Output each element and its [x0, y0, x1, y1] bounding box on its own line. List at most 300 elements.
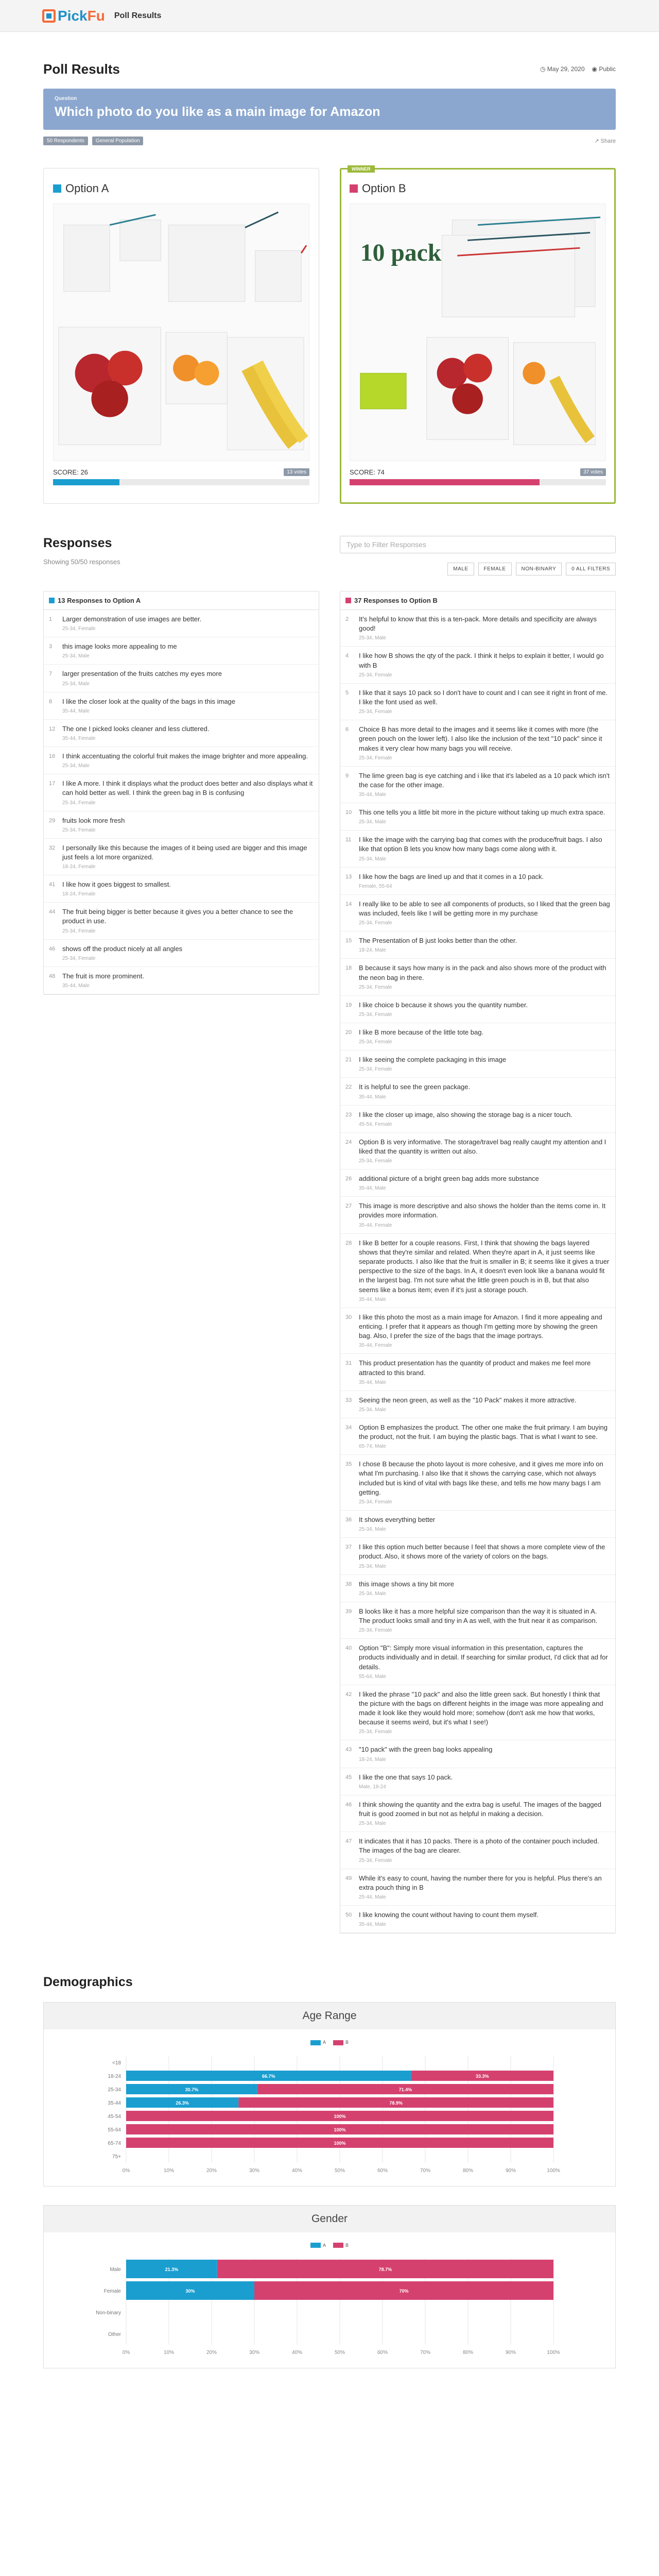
- response-item: [340, 1455, 615, 1511]
- response-number: 1: [49, 616, 53, 622]
- response-item: [340, 684, 615, 720]
- pickfu-logo[interactable]: [42, 8, 105, 24]
- response-text: This image is more descriptive and also shows the holder than the items come in. It provides more information.: [359, 1202, 606, 1219]
- category-label: 35-44: [108, 2100, 121, 2106]
- response-number: 48: [49, 973, 56, 979]
- question-label: Question: [55, 96, 77, 101]
- response-text: this image shows a tiny bit more: [359, 1580, 454, 1588]
- x-tick-label: 90%: [505, 2350, 516, 2356]
- response-number: 5: [345, 689, 349, 696]
- option-b-photo-illustration: [350, 204, 605, 461]
- category-label: 45-54: [108, 2113, 121, 2120]
- x-tick-label: 40%: [291, 2167, 303, 2174]
- eye-icon: ◉: [592, 65, 599, 73]
- response-text: I like A more. I think it displays what the product does better and also displays what it can hold better as well. I think the green bag in B is confusing: [62, 779, 313, 797]
- response-number: 32: [49, 844, 56, 851]
- visibility-label: ◉ Public: [592, 65, 616, 73]
- bar-b-label: 100%: [334, 2127, 346, 2132]
- response-number: 24: [345, 1139, 352, 1145]
- x-tick-label: 60%: [377, 2167, 388, 2174]
- response-demographic: 35-44, Male: [359, 1296, 386, 1302]
- option-a-list-icon: [49, 598, 55, 603]
- response-demographic: 18-24, Female: [62, 864, 96, 870]
- response-text: I like seeing the complete packaging in this image: [359, 1056, 507, 1064]
- response-demographic: 25-34, Female: [359, 1039, 392, 1045]
- response-demographic: 55-64, Male: [359, 1673, 386, 1680]
- response-item: [340, 1023, 615, 1050]
- category-label: 25-34: [108, 2087, 121, 2093]
- x-tick-label: 50%: [334, 2350, 345, 2356]
- response-demographic: 25-34, Male: [359, 1563, 386, 1569]
- option-a-score-fill: [53, 479, 119, 485]
- response-item: [44, 875, 319, 903]
- age-range-chart: [43, 2002, 616, 2187]
- response-item: [340, 1639, 615, 1685]
- question-text: Which photo do you like as a main image for Amazon: [55, 105, 380, 119]
- response-demographic: 18-24, Female: [62, 891, 96, 897]
- x-tick-label: 30%: [249, 2167, 260, 2174]
- response-number: 28: [345, 1240, 352, 1246]
- response-item: [340, 767, 615, 803]
- response-item: [340, 1308, 615, 1354]
- question-box: [43, 89, 616, 130]
- category-label: <18: [112, 2060, 121, 2066]
- winner-badge: WINNER: [348, 165, 375, 173]
- response-demographic: 25-34, Male: [359, 1821, 386, 1827]
- response-number: 49: [345, 1875, 352, 1882]
- response-item: [44, 811, 319, 839]
- response-item: [340, 868, 615, 895]
- response-item: [340, 1418, 615, 1455]
- option-a-votes: 13 votes: [284, 468, 309, 476]
- response-text: The Presentation of B just looks better than the other.: [359, 937, 517, 945]
- response-text: Option "B": Simply more visual information in this presentation, captures the products individually and in detail. If searching for similar product, I'd click that ad for details.: [359, 1644, 608, 1671]
- response-demographic: Female, 55-64: [359, 883, 392, 889]
- response-text: Larger demonstration of use images are better.: [62, 615, 202, 623]
- date-label: ◷ May 29, 2020: [540, 65, 585, 73]
- response-number: 34: [345, 1424, 352, 1431]
- response-text: larger presentation of the fruits catches my eyes more: [62, 670, 222, 678]
- all-filters-button[interactable]: 0 ALL FILTERS: [566, 563, 616, 575]
- option-a-score-bar: [53, 479, 309, 485]
- top-bar: [0, 0, 659, 32]
- response-demographic: 35-44, Male: [62, 983, 90, 989]
- option-a-label: Option A: [65, 182, 109, 195]
- response-demographic: 25-34, Female: [359, 1499, 392, 1505]
- gender-chart-title: Gender: [44, 2206, 615, 2232]
- option-b-score-bar: [350, 479, 606, 485]
- response-text: I like how it goes biggest to smallest.: [62, 880, 171, 889]
- response-text: I like this option much better because I feel that shows a more complete view of the product. Also, it shows more of the variety of colors on the bags.: [359, 1543, 605, 1561]
- response-demographic: 25-34, Female: [359, 755, 392, 761]
- nav-page-title: Poll Results: [114, 11, 162, 20]
- response-item: [340, 803, 615, 831]
- category-label: 55-64: [108, 2127, 121, 2133]
- response-demographic: 25-34, Female: [359, 1158, 392, 1164]
- response-number: 13: [345, 873, 352, 880]
- response-item: [340, 647, 615, 683]
- option-b-label: Option B: [362, 182, 406, 195]
- response-demographic: 25-34, Female: [359, 984, 392, 990]
- option-b-score-fill: [350, 479, 540, 485]
- response-number: 19: [345, 1002, 352, 1008]
- option-a-score: SCORE: 26: [53, 468, 88, 476]
- response-demographic: 35-44, Male: [359, 1094, 386, 1100]
- response-demographic: 25-34, Female: [359, 1628, 392, 1634]
- respondents-tag: 50 Respondents: [43, 137, 88, 145]
- response-text: I like the one that says 10 pack.: [359, 1773, 453, 1781]
- response-item: [44, 747, 319, 774]
- response-text: I liked the phrase "10 pack" and also the little green sack. But honestly I think that the picture with the bags on different heights in the image was more appealing and made it look like they would hold more; somehow (don't ask me how that works, because it seems weird, but it's what I see!): [359, 1690, 603, 1726]
- gender-legend-a[interactable]: A: [310, 2243, 326, 2248]
- response-number: 45: [345, 1774, 352, 1781]
- responses-count: Showing 50/50 responses: [43, 558, 120, 566]
- response-number: 10: [345, 809, 352, 816]
- response-number: 46: [49, 945, 56, 952]
- category-label: 75+: [112, 2154, 121, 2160]
- response-text: While it's easy to count, having the number there for you is helpful. Plus there's an extra pouch thing in B: [359, 1874, 602, 1891]
- x-tick-label: 70%: [420, 2350, 431, 2356]
- response-item: [340, 1795, 615, 1832]
- response-demographic: 25-34, Male: [359, 856, 386, 862]
- category-label: Male: [110, 2267, 121, 2273]
- bar-b-label: 100%: [334, 2140, 346, 2146]
- response-number: 26: [345, 1176, 352, 1182]
- response-number: 12: [49, 725, 56, 732]
- response-text: additional picture of a bright green bag adds more substance: [359, 1175, 539, 1183]
- response-demographic: Male, 18-24: [359, 1784, 386, 1790]
- response-item: [340, 959, 615, 995]
- response-number: 43: [345, 1747, 352, 1753]
- response-text: I like this photo the most as a main image for Amazon. I find it more appealing and enticing. I prefer that it appears as though I'm getting more by showing the green bag. Also, I prefer the size of the bags that the image portrays.: [359, 1313, 602, 1340]
- response-item: [340, 1538, 615, 1574]
- bar-b-label: 100%: [334, 2113, 346, 2119]
- filter-female-button[interactable]: FEMALE: [478, 563, 512, 575]
- response-item: [340, 996, 615, 1023]
- response-item: [340, 1354, 615, 1391]
- response-number: 6: [345, 726, 349, 733]
- response-number: 20: [345, 1029, 352, 1036]
- response-demographic: 25-34, Male: [359, 1406, 386, 1413]
- response-item: [340, 1197, 615, 1233]
- x-tick-label: 10%: [163, 2350, 175, 2356]
- response-number: 2: [345, 616, 349, 622]
- response-demographic: 25-44, Male: [359, 1894, 386, 1900]
- response-demographic: 25-34, Female: [359, 1729, 392, 1735]
- response-demographic: 25-34, Female: [359, 672, 392, 678]
- response-number: 9: [345, 772, 349, 779]
- filter-nonbinary-button[interactable]: NON-BINARY: [516, 563, 562, 575]
- response-number: 21: [345, 1057, 352, 1063]
- response-text: I really like to be able to see all components of products, so I liked that the green bag was included, feels like I will be getting more in my purchase: [359, 900, 610, 917]
- response-number: 4: [345, 653, 349, 659]
- response-demographic: 35-44, Female: [62, 735, 96, 741]
- x-tick-label: 0%: [122, 2167, 130, 2174]
- response-item: [340, 1740, 615, 1768]
- response-text: I like that it says 10 pack so I don't have to count and I can see it right in front of me. I like the font used as well.: [359, 688, 608, 706]
- response-number: 11: [345, 837, 352, 843]
- response-text: Option B is very informative. The storage/travel bag really caught my attention and I liked that the quantity is written out also.: [359, 1138, 606, 1155]
- category-label: Female: [103, 2289, 121, 2295]
- response-item: [44, 839, 319, 875]
- x-tick-label: 40%: [291, 2350, 303, 2356]
- filter-male-button[interactable]: MALE: [447, 563, 474, 575]
- response-demographic: 25-34, Female: [62, 626, 96, 632]
- bar-b-label: 78.7%: [378, 2267, 392, 2273]
- age-chart-title: Age Range: [44, 2003, 615, 2029]
- response-item: [340, 895, 615, 931]
- response-demographic: 35-44, Male: [359, 792, 386, 798]
- response-demographic: 35-44, Male: [359, 1185, 386, 1192]
- response-demographic: 18-24, Male: [359, 947, 386, 954]
- response-item: [340, 1832, 615, 1869]
- x-tick-label: 100%: [547, 2167, 560, 2174]
- response-item: [44, 940, 319, 967]
- response-demographic: 18-24, Male: [359, 1756, 386, 1762]
- x-tick-label: 70%: [420, 2167, 431, 2174]
- response-item: [340, 1170, 615, 1197]
- response-demographic: 35-44, Male: [359, 1922, 386, 1928]
- response-number: 39: [345, 1608, 352, 1615]
- response-item: [44, 637, 319, 665]
- response-text: I think showing the quantity and the extra bag is useful. The images of the bagged fruit is good zoomed in but not as helpful in making a decision.: [359, 1800, 601, 1818]
- response-demographic: 25-34, Female: [359, 709, 392, 715]
- response-number: 31: [345, 1360, 352, 1367]
- response-item: [44, 720, 319, 747]
- category-label: 18-24: [108, 2073, 121, 2079]
- response-text: It shows everything better: [359, 1516, 436, 1523]
- x-tick-label: 50%: [334, 2167, 345, 2174]
- x-tick-label: 80%: [462, 2350, 474, 2356]
- option-b-responses-title: 37 Responses to Option B: [354, 597, 438, 604]
- response-text: It is helpful to see the green package.: [359, 1083, 471, 1091]
- response-number: 50: [345, 1911, 352, 1918]
- response-item: [340, 1869, 615, 1906]
- response-text: The one I picked looks cleaner and less cluttered.: [62, 724, 210, 733]
- response-demographic: 25-34, Male: [359, 635, 386, 641]
- x-tick-label: 20%: [206, 2167, 217, 2174]
- logo-icon: [42, 9, 56, 23]
- response-demographic: 25-34, Male: [62, 763, 90, 769]
- audience-tag: General Population: [92, 137, 144, 145]
- share-link[interactable]: ↗ Share: [594, 138, 616, 144]
- x-tick-label: 30%: [249, 2350, 260, 2356]
- option-a-responses-title: 13 Responses to Option A: [58, 597, 141, 604]
- response-demographic: 65-74, Male: [359, 1444, 386, 1450]
- age-chart-svg: [44, 2045, 615, 2184]
- x-tick-label: 80%: [462, 2167, 474, 2174]
- response-number: 15: [345, 938, 352, 944]
- response-demographic: 25-34, Female: [359, 1066, 392, 1073]
- gender-chart: [43, 2205, 616, 2369]
- age-legend-a[interactable]: A: [310, 2040, 326, 2045]
- response-item: [340, 1575, 615, 1602]
- x-tick-label: 20%: [206, 2350, 217, 2356]
- bar-a-label: 21.3%: [165, 2267, 179, 2273]
- response-demographic: 25-34, Female: [359, 920, 392, 926]
- bar-b-label: 70%: [399, 2289, 409, 2294]
- response-demographic: 35-44, Male: [62, 708, 90, 714]
- response-item: [340, 831, 615, 867]
- response-number: 37: [345, 1544, 352, 1551]
- response-item: [340, 1768, 615, 1795]
- bar-a-label: 30.7%: [185, 2087, 199, 2092]
- response-number: 29: [49, 817, 56, 824]
- response-demographic: 25-34, Female: [359, 1857, 392, 1863]
- response-number: 14: [345, 901, 352, 907]
- response-item: [340, 1133, 615, 1170]
- category-label: 65-74: [108, 2140, 121, 2146]
- response-text: B looks like it has a more helpful size comparison than the way it is situated in A. The product looks small and tiny in A as well, with the fruit near it as comparison.: [359, 1607, 598, 1624]
- bar-a-label: 26.3%: [176, 2100, 189, 2106]
- response-number: 3: [49, 643, 53, 650]
- responses-title: Responses: [43, 536, 112, 550]
- response-text: I like how the bags are lined up and that it comes in a 10 pack.: [359, 872, 544, 880]
- gender-legend-b[interactable]: B: [333, 2243, 349, 2248]
- option-b-score: SCORE: 74: [350, 468, 385, 476]
- response-item: [340, 1234, 615, 1308]
- option-a-color-icon: [53, 184, 61, 193]
- response-number: 33: [345, 1397, 352, 1403]
- response-demographic: 25-34, Male: [62, 653, 90, 659]
- response-number: 44: [49, 909, 56, 916]
- response-item: [44, 610, 319, 637]
- response-demographic: 25-34, Male: [359, 1590, 386, 1597]
- response-item: [340, 720, 615, 767]
- response-item: [44, 967, 319, 994]
- bar-b-label: 78.9%: [389, 2100, 403, 2106]
- response-item: [340, 1906, 615, 1933]
- response-text: Seeing the neon green, as well as the "10 Pack" makes it more attractive.: [359, 1396, 577, 1404]
- bar-a-label: 30%: [185, 2289, 195, 2294]
- response-text: Option B emphasizes the product. The other one make the fruit primary. I am buying the product, not the fruit. I am buying the plastic bags. That is what I want to see.: [359, 1423, 608, 1441]
- response-text: It's helpful to know that this is a ten-pack. More details and specificity are always good!: [359, 615, 597, 633]
- response-text: "10 pack" with the green bag looks appealing: [359, 1745, 493, 1754]
- clock-icon: ◷: [540, 65, 547, 73]
- response-number: 40: [345, 1645, 352, 1652]
- option-b-image[interactable]: [350, 204, 606, 461]
- bar-b-label: 71.4%: [398, 2087, 412, 2092]
- option-a-photo-illustration: [54, 204, 309, 461]
- response-text: I like B better for a couple reasons. First, I think that showing the bags layered shows that they're similar and related. When they're apart in A, it just seems like separate products. I also like that the fruit is smaller in B; it seems like it gives a truer perspective to the size of the bags. In A, it doesn't even look like a banana would fit in the largest bag. I'm not sure what the little green pouch is in B, but that also seems like a bonus item; even if it's just a storage pouch.: [359, 1239, 610, 1294]
- response-text: I like knowing the count without having to count them myself.: [359, 1910, 539, 1919]
- response-text: I like the closer up image, also showing the storage bag is a nicer touch.: [359, 1110, 573, 1118]
- response-text: shows off the product nicely at all angles: [62, 944, 183, 953]
- response-item: [340, 1511, 615, 1538]
- response-item: [340, 1078, 615, 1105]
- response-demographic: 35-44, Female: [359, 1222, 392, 1228]
- response-item: [44, 903, 319, 939]
- response-text: It indicates that it has 10 packs. There is a photo of the container pouch included. The images of the bag are clearer.: [359, 1837, 599, 1855]
- share-icon: ↗: [594, 138, 601, 144]
- pack-text: 10 pack: [360, 240, 442, 267]
- x-tick-label: 10%: [163, 2167, 175, 2174]
- response-text: I think accentuating the colorful fruit makes the image brighter and more appealing.: [62, 752, 308, 760]
- response-item: [340, 1391, 615, 1418]
- response-demographic: 25-34, Male: [359, 1527, 386, 1533]
- response-text: I like B more because of the little tote bag.: [359, 1028, 484, 1036]
- response-item: [44, 774, 319, 811]
- option-a-responses: [43, 591, 319, 995]
- gender-chart-svg: [44, 2248, 615, 2366]
- response-number: 41: [49, 882, 56, 888]
- response-demographic: 25-34, Female: [62, 800, 96, 806]
- response-text: This product presentation has the quantity of product and makes me feel more attracted to this brand.: [359, 1359, 591, 1377]
- response-demographic: 25-34, Female: [62, 827, 96, 833]
- response-item: [340, 610, 615, 647]
- response-demographic: 45-54, Female: [359, 1121, 392, 1127]
- response-number: 47: [345, 1838, 352, 1845]
- response-item: [44, 665, 319, 692]
- response-demographic: 25-34, Female: [62, 928, 96, 934]
- x-tick-label: 60%: [377, 2350, 388, 2356]
- response-number: 35: [345, 1461, 352, 1468]
- response-text: I like the closer look at the quality of the bags in this image: [62, 697, 236, 705]
- option-b-votes: 37 votes: [580, 468, 606, 476]
- response-number: 22: [345, 1084, 352, 1091]
- bar-b-label: 33.3%: [476, 2073, 489, 2079]
- response-text: The fruit is more prominent.: [62, 972, 144, 980]
- response-demographic: 25-34, Male: [359, 819, 386, 825]
- response-text: B because it says how many is in the pack and also shows more of the product with the neon bag in there.: [359, 964, 606, 981]
- response-item: [340, 1050, 615, 1078]
- option-b-list-icon: [345, 598, 351, 603]
- response-text: The lime green bag is eye catching and i like that it's labeled as a 10 pack which isn't the case for the other image.: [359, 771, 610, 789]
- bar-a-label: 66.7%: [262, 2073, 275, 2079]
- page-title: Poll Results: [43, 61, 120, 77]
- response-item: [340, 1602, 615, 1639]
- response-demographic: 35-44, Male: [359, 1379, 386, 1385]
- response-text: I personally like this because the images of it being used are bigger and this image just feels a lot more organized.: [62, 843, 307, 861]
- option-a-card: [43, 168, 319, 504]
- x-tick-label: 90%: [505, 2167, 516, 2174]
- option-a-image[interactable]: [53, 204, 309, 461]
- response-number: 27: [345, 1203, 352, 1210]
- age-legend-b[interactable]: B: [333, 2040, 349, 2045]
- response-number: 8: [49, 698, 53, 705]
- response-demographic: 25-34, Female: [359, 1011, 392, 1018]
- option-b-color-icon: [350, 184, 358, 193]
- option-b-responses: [340, 591, 616, 1934]
- x-tick-label: 0%: [122, 2350, 130, 2356]
- response-number: 7: [49, 671, 53, 677]
- response-demographic: 25-34, Female: [62, 955, 96, 961]
- response-demographic: 25-34, Male: [62, 681, 90, 687]
- response-text: this image looks more appealing to me: [62, 642, 177, 651]
- filter-responses-input[interactable]: Type to Filter Responses: [340, 536, 616, 553]
- logo-text-a: Pick: [58, 7, 88, 24]
- response-demographic: 35-44, Female: [359, 1343, 392, 1349]
- option-b-card: [340, 168, 616, 504]
- response-number: 23: [345, 1111, 352, 1118]
- response-item: [44, 692, 319, 720]
- response-number: 16: [49, 753, 56, 759]
- response-number: 17: [49, 781, 56, 787]
- response-number: 46: [345, 1801, 352, 1808]
- logo-text-b: Fu: [87, 7, 105, 24]
- response-text: I chose B because the photo layout is more cohesive, and it gives me more info on what I'm purchasing. I also like that it shows the carrying case, which not always included but is kind of vital with bags like these, and tells me how many bags I am getting.: [359, 1460, 603, 1496]
- response-text: I like how B shows the qty of the pack. I think it helps to explain it better, I would go with B: [359, 652, 604, 669]
- response-number: 18: [345, 965, 352, 972]
- response-number: 42: [345, 1691, 352, 1698]
- response-text: I like the image with the carrying bag that comes with the produce/fruit bags. I also like that option B lets you know how many bags come along with it.: [359, 836, 602, 853]
- response-text: This one tells you a little bit more in the picture without taking up much extra space.: [359, 808, 605, 817]
- response-text: fruits look more fresh: [62, 816, 125, 824]
- response-number: 30: [345, 1314, 352, 1320]
- response-item: [340, 931, 615, 959]
- response-item: [340, 1106, 615, 1133]
- response-text: Choice B has more detail to the images and it seems like it comes with more (the green pouch on the lower left). I also like the inclusion of the text "10 pack" since it makes it very clear how many bags you will receive.: [359, 725, 602, 752]
